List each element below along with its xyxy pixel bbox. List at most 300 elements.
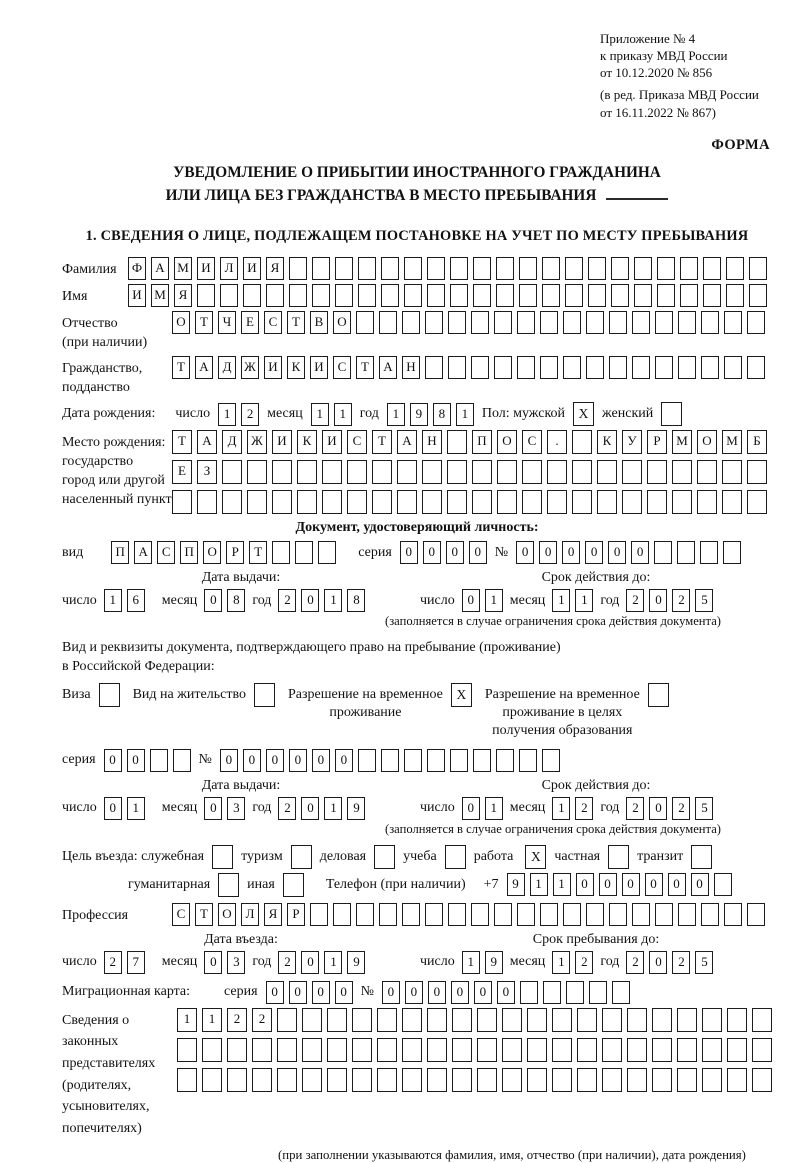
char-cell[interactable]	[517, 356, 535, 379]
char-cell[interactable]: С	[522, 430, 542, 454]
char-cell[interactable]	[252, 1038, 272, 1062]
char-cell[interactable]	[272, 490, 292, 514]
char-cell[interactable]: 9	[485, 951, 503, 974]
char-cell[interactable]: 2	[575, 951, 593, 974]
char-cell[interactable]	[572, 430, 592, 454]
char-cell[interactable]	[422, 460, 442, 484]
char-cell[interactable]	[714, 873, 732, 896]
char-cell[interactable]	[752, 1038, 772, 1062]
char-cell[interactable]	[597, 460, 617, 484]
char-cell[interactable]: О	[497, 430, 517, 454]
char-cell[interactable]	[471, 311, 489, 334]
char-cell[interactable]	[377, 1068, 397, 1092]
char-cell[interactable]	[727, 1038, 747, 1062]
char-cell[interactable]	[404, 284, 422, 307]
char-cell[interactable]: 0	[204, 589, 222, 612]
char-cell[interactable]	[381, 257, 399, 280]
char-cell[interactable]: 0	[301, 797, 319, 820]
char-cell[interactable]	[727, 1008, 747, 1032]
char-cell[interactable]: 1	[202, 1008, 222, 1032]
char-cell[interactable]	[749, 257, 767, 280]
char-cell[interactable]: 1	[552, 951, 570, 974]
char-cell[interactable]: 0	[539, 541, 557, 564]
char-cell[interactable]: И	[128, 284, 146, 307]
char-cell[interactable]	[427, 749, 445, 772]
char-cell[interactable]: Я	[174, 284, 192, 307]
checkbox-work[interactable]: X	[525, 845, 546, 869]
char-cell[interactable]: 0	[645, 873, 663, 896]
char-cell[interactable]	[333, 903, 351, 926]
char-cell[interactable]	[655, 903, 673, 926]
char-cell[interactable]: 1	[575, 589, 593, 612]
char-cell[interactable]	[634, 257, 652, 280]
checkbox-residence-permit[interactable]	[254, 683, 275, 707]
char-cell[interactable]	[527, 1038, 547, 1062]
char-cell[interactable]	[552, 1038, 572, 1062]
char-cell[interactable]	[425, 903, 443, 926]
char-cell[interactable]	[701, 356, 719, 379]
char-cell[interactable]: 0	[462, 589, 480, 612]
char-cell[interactable]: 1	[553, 873, 571, 896]
char-cell[interactable]: 0	[243, 749, 261, 772]
char-cell[interactable]: 0	[289, 749, 307, 772]
checkbox-female[interactable]	[661, 402, 682, 426]
char-cell[interactable]	[472, 490, 492, 514]
char-cell[interactable]	[747, 311, 765, 334]
char-cell[interactable]: Ф	[128, 257, 146, 280]
char-cell[interactable]: П	[472, 430, 492, 454]
char-cell[interactable]: С	[333, 356, 351, 379]
char-cell[interactable]	[677, 1008, 697, 1032]
char-cell[interactable]	[609, 356, 627, 379]
char-cell[interactable]: .	[547, 430, 567, 454]
char-cell[interactable]	[522, 490, 542, 514]
char-cell[interactable]	[312, 284, 330, 307]
char-cell[interactable]: 0	[312, 749, 330, 772]
char-cell[interactable]	[352, 1008, 372, 1032]
char-cell[interactable]: И	[310, 356, 328, 379]
char-cell[interactable]: 1	[485, 589, 503, 612]
char-cell[interactable]	[177, 1068, 197, 1092]
char-cell[interactable]: Л	[241, 903, 259, 926]
char-cell[interactable]	[425, 356, 443, 379]
char-cell[interactable]	[427, 257, 445, 280]
char-cell[interactable]: 2	[626, 797, 644, 820]
char-cell[interactable]: В	[310, 311, 328, 334]
char-cell[interactable]	[402, 903, 420, 926]
char-cell[interactable]: 0	[469, 541, 487, 564]
char-cell[interactable]: Д	[218, 356, 236, 379]
char-cell[interactable]	[586, 311, 604, 334]
char-cell[interactable]	[272, 460, 292, 484]
char-cell[interactable]: 0	[649, 797, 667, 820]
char-cell[interactable]: Б	[747, 430, 767, 454]
char-cell[interactable]: О	[172, 311, 190, 334]
char-cell[interactable]: Т	[287, 311, 305, 334]
char-cell[interactable]	[402, 311, 420, 334]
char-cell[interactable]: О	[203, 541, 221, 564]
char-cell[interactable]: 0	[312, 981, 330, 1004]
char-cell[interactable]: 0	[335, 749, 353, 772]
char-cell[interactable]	[335, 257, 353, 280]
char-cell[interactable]	[632, 903, 650, 926]
char-cell[interactable]	[173, 749, 191, 772]
char-cell[interactable]	[726, 284, 744, 307]
char-cell[interactable]: Т	[372, 430, 392, 454]
checkbox-male[interactable]: X	[573, 402, 594, 426]
char-cell[interactable]	[552, 1068, 572, 1092]
char-cell[interactable]	[752, 1068, 772, 1092]
char-cell[interactable]	[397, 460, 417, 484]
char-cell[interactable]	[724, 903, 742, 926]
char-cell[interactable]	[322, 490, 342, 514]
char-cell[interactable]	[547, 460, 567, 484]
char-cell[interactable]	[477, 1038, 497, 1062]
char-cell[interactable]: 0	[451, 981, 469, 1004]
char-cell[interactable]: 5	[695, 951, 713, 974]
char-cell[interactable]	[318, 541, 336, 564]
char-cell[interactable]: С	[347, 430, 367, 454]
char-cell[interactable]: 0	[446, 541, 464, 564]
char-cell[interactable]	[277, 1008, 297, 1032]
char-cell[interactable]: Е	[241, 311, 259, 334]
checkbox-study[interactable]	[445, 845, 466, 869]
char-cell[interactable]: 2	[672, 797, 690, 820]
char-cell[interactable]	[680, 257, 698, 280]
char-cell[interactable]	[222, 460, 242, 484]
char-cell[interactable]	[404, 257, 422, 280]
char-cell[interactable]	[202, 1038, 222, 1062]
char-cell[interactable]	[381, 284, 399, 307]
char-cell[interactable]: Т	[172, 356, 190, 379]
char-cell[interactable]: А	[197, 430, 217, 454]
checkbox-business[interactable]	[374, 845, 395, 869]
checkbox-transit[interactable]	[691, 845, 712, 869]
char-cell[interactable]	[447, 460, 467, 484]
char-cell[interactable]: 9	[507, 873, 525, 896]
char-cell[interactable]: 0	[608, 541, 626, 564]
checkbox-visa[interactable]	[99, 683, 120, 707]
char-cell[interactable]: Д	[222, 430, 242, 454]
char-cell[interactable]	[327, 1008, 347, 1032]
char-cell[interactable]	[701, 311, 719, 334]
char-cell[interactable]: 5	[695, 589, 713, 612]
char-cell[interactable]	[540, 356, 558, 379]
char-cell[interactable]	[243, 284, 261, 307]
char-cell[interactable]: Т	[195, 311, 213, 334]
char-cell[interactable]: А	[379, 356, 397, 379]
char-cell[interactable]	[471, 903, 489, 926]
char-cell[interactable]	[473, 284, 491, 307]
char-cell[interactable]: 2	[672, 589, 690, 612]
char-cell[interactable]	[577, 1008, 597, 1032]
char-cell[interactable]: 1	[324, 797, 342, 820]
char-cell[interactable]	[722, 460, 742, 484]
char-cell[interactable]: 7	[127, 951, 145, 974]
char-cell[interactable]	[634, 284, 652, 307]
char-cell[interactable]: 2	[672, 951, 690, 974]
char-cell[interactable]: Ж	[247, 430, 267, 454]
char-cell[interactable]	[227, 1068, 247, 1092]
char-cell[interactable]	[425, 311, 443, 334]
char-cell[interactable]: П	[111, 541, 129, 564]
char-cell[interactable]	[358, 284, 376, 307]
char-cell[interactable]	[655, 356, 673, 379]
char-cell[interactable]	[652, 1038, 672, 1062]
char-cell[interactable]	[427, 1068, 447, 1092]
char-cell[interactable]	[552, 1008, 572, 1032]
char-cell[interactable]	[602, 1038, 622, 1062]
char-cell[interactable]: О	[697, 430, 717, 454]
char-cell[interactable]: Е	[172, 460, 192, 484]
char-cell[interactable]	[543, 981, 561, 1004]
char-cell[interactable]	[381, 749, 399, 772]
char-cell[interactable]: 0	[622, 873, 640, 896]
char-cell[interactable]: 0	[691, 873, 709, 896]
char-cell[interactable]: Н	[402, 356, 420, 379]
char-cell[interactable]	[172, 490, 192, 514]
char-cell[interactable]	[519, 749, 537, 772]
char-cell[interactable]: Т	[195, 903, 213, 926]
char-cell[interactable]: 0	[585, 541, 603, 564]
char-cell[interactable]: 0	[335, 981, 353, 1004]
char-cell[interactable]: К	[597, 430, 617, 454]
char-cell[interactable]: 0	[405, 981, 423, 1004]
char-cell[interactable]	[402, 1068, 422, 1092]
char-cell[interactable]	[723, 541, 741, 564]
char-cell[interactable]	[220, 284, 238, 307]
char-cell[interactable]: С	[172, 903, 190, 926]
char-cell[interactable]: Н	[422, 430, 442, 454]
char-cell[interactable]	[724, 311, 742, 334]
char-cell[interactable]	[703, 284, 721, 307]
char-cell[interactable]	[611, 284, 629, 307]
char-cell[interactable]	[352, 1068, 372, 1092]
char-cell[interactable]	[356, 311, 374, 334]
char-cell[interactable]	[312, 257, 330, 280]
char-cell[interactable]	[611, 257, 629, 280]
char-cell[interactable]: С	[157, 541, 175, 564]
char-cell[interactable]	[347, 460, 367, 484]
char-cell[interactable]: 0	[266, 749, 284, 772]
char-cell[interactable]	[302, 1038, 322, 1062]
char-cell[interactable]	[540, 903, 558, 926]
char-cell[interactable]: 0	[104, 749, 122, 772]
char-cell[interactable]	[702, 1068, 722, 1092]
char-cell[interactable]: Р	[287, 903, 305, 926]
char-cell[interactable]	[402, 1008, 422, 1032]
char-cell[interactable]	[588, 257, 606, 280]
char-cell[interactable]	[227, 1038, 247, 1062]
char-cell[interactable]: 0	[428, 981, 446, 1004]
char-cell[interactable]	[502, 1068, 522, 1092]
char-cell[interactable]	[657, 284, 675, 307]
char-cell[interactable]	[497, 490, 517, 514]
char-cell[interactable]	[542, 257, 560, 280]
char-cell[interactable]: 8	[433, 403, 451, 426]
char-cell[interactable]	[540, 311, 558, 334]
char-cell[interactable]: 2	[278, 951, 296, 974]
char-cell[interactable]: 0	[462, 797, 480, 820]
char-cell[interactable]: 2	[227, 1008, 247, 1032]
char-cell[interactable]	[622, 490, 642, 514]
char-cell[interactable]	[727, 1068, 747, 1092]
char-cell[interactable]	[586, 903, 604, 926]
checkbox-other[interactable]	[283, 873, 304, 897]
char-cell[interactable]: Ч	[218, 311, 236, 334]
char-cell[interactable]	[588, 284, 606, 307]
char-cell[interactable]	[494, 356, 512, 379]
char-cell[interactable]: И	[243, 257, 261, 280]
char-cell[interactable]	[347, 490, 367, 514]
checkbox-tourism[interactable]	[291, 845, 312, 869]
char-cell[interactable]	[572, 490, 592, 514]
char-cell[interactable]: Р	[647, 430, 667, 454]
char-cell[interactable]	[197, 284, 215, 307]
char-cell[interactable]	[722, 490, 742, 514]
char-cell[interactable]: М	[151, 284, 169, 307]
char-cell[interactable]: 1	[387, 403, 405, 426]
char-cell[interactable]: Т	[249, 541, 267, 564]
char-cell[interactable]	[542, 749, 560, 772]
char-cell[interactable]	[327, 1038, 347, 1062]
char-cell[interactable]: 1	[530, 873, 548, 896]
char-cell[interactable]: 0	[382, 981, 400, 1004]
char-cell[interactable]	[680, 284, 698, 307]
char-cell[interactable]	[327, 1068, 347, 1092]
char-cell[interactable]: 0	[516, 541, 534, 564]
char-cell[interactable]	[471, 356, 489, 379]
char-cell[interactable]	[289, 257, 307, 280]
char-cell[interactable]: 0	[266, 981, 284, 1004]
char-cell[interactable]: 6	[127, 589, 145, 612]
char-cell[interactable]	[277, 1068, 297, 1092]
char-cell[interactable]: Р	[226, 541, 244, 564]
char-cell[interactable]	[404, 749, 422, 772]
char-cell[interactable]	[747, 356, 765, 379]
char-cell[interactable]: М	[174, 257, 192, 280]
char-cell[interactable]: 1	[324, 589, 342, 612]
char-cell[interactable]	[752, 1008, 772, 1032]
char-cell[interactable]	[677, 1068, 697, 1092]
char-cell[interactable]: Я	[266, 257, 284, 280]
char-cell[interactable]	[372, 490, 392, 514]
char-cell[interactable]	[565, 257, 583, 280]
char-cell[interactable]	[527, 1068, 547, 1092]
char-cell[interactable]: 0	[668, 873, 686, 896]
char-cell[interactable]: 1	[324, 951, 342, 974]
char-cell[interactable]	[473, 749, 491, 772]
char-cell[interactable]	[697, 490, 717, 514]
char-cell[interactable]: И	[272, 430, 292, 454]
char-cell[interactable]	[450, 257, 468, 280]
char-cell[interactable]	[448, 903, 466, 926]
char-cell[interactable]: 2	[252, 1008, 272, 1032]
char-cell[interactable]	[247, 490, 267, 514]
char-cell[interactable]	[496, 284, 514, 307]
char-cell[interactable]: 0	[204, 951, 222, 974]
char-cell[interactable]	[494, 903, 512, 926]
char-cell[interactable]	[427, 1008, 447, 1032]
char-cell[interactable]	[302, 1008, 322, 1032]
char-cell[interactable]	[335, 284, 353, 307]
char-cell[interactable]: 1	[552, 589, 570, 612]
char-cell[interactable]	[702, 1038, 722, 1062]
char-cell[interactable]	[678, 903, 696, 926]
char-cell[interactable]: 0	[423, 541, 441, 564]
char-cell[interactable]: Я	[264, 903, 282, 926]
char-cell[interactable]	[322, 460, 342, 484]
char-cell[interactable]	[749, 284, 767, 307]
char-cell[interactable]	[747, 903, 765, 926]
char-cell[interactable]: 0	[649, 951, 667, 974]
char-cell[interactable]	[527, 1008, 547, 1032]
char-cell[interactable]	[654, 541, 672, 564]
char-cell[interactable]	[657, 257, 675, 280]
char-cell[interactable]	[697, 460, 717, 484]
char-cell[interactable]: 1	[485, 797, 503, 820]
char-cell[interactable]: А	[397, 430, 417, 454]
char-cell[interactable]: И	[197, 257, 215, 280]
checkbox-temp-residence[interactable]: X	[451, 683, 472, 707]
char-cell[interactable]	[566, 981, 584, 1004]
char-cell[interactable]	[494, 311, 512, 334]
char-cell[interactable]: Ж	[241, 356, 259, 379]
char-cell[interactable]	[700, 541, 718, 564]
checkbox-official[interactable]	[212, 845, 233, 869]
char-cell[interactable]	[477, 1068, 497, 1092]
char-cell[interactable]: 0	[649, 589, 667, 612]
char-cell[interactable]: 0	[289, 981, 307, 1004]
char-cell[interactable]	[452, 1038, 472, 1062]
char-cell[interactable]	[602, 1068, 622, 1092]
char-cell[interactable]	[222, 490, 242, 514]
char-cell[interactable]: 0	[599, 873, 617, 896]
char-cell[interactable]	[747, 490, 767, 514]
char-cell[interactable]: Т	[356, 356, 374, 379]
char-cell[interactable]	[519, 284, 537, 307]
char-cell[interactable]	[450, 749, 468, 772]
char-cell[interactable]	[450, 284, 468, 307]
char-cell[interactable]	[647, 490, 667, 514]
char-cell[interactable]	[266, 284, 284, 307]
char-cell[interactable]	[522, 460, 542, 484]
char-cell[interactable]: 0	[474, 981, 492, 1004]
char-cell[interactable]	[379, 311, 397, 334]
char-cell[interactable]	[677, 1038, 697, 1062]
char-cell[interactable]: У	[622, 430, 642, 454]
char-cell[interactable]	[612, 981, 630, 1004]
char-cell[interactable]: 9	[410, 403, 428, 426]
char-cell[interactable]	[572, 460, 592, 484]
char-cell[interactable]: 9	[347, 797, 365, 820]
char-cell[interactable]	[358, 749, 376, 772]
char-cell[interactable]: М	[722, 430, 742, 454]
char-cell[interactable]	[352, 1038, 372, 1062]
char-cell[interactable]	[724, 356, 742, 379]
char-cell[interactable]	[586, 356, 604, 379]
char-cell[interactable]: 0	[204, 797, 222, 820]
char-cell[interactable]	[747, 460, 767, 484]
char-cell[interactable]	[295, 541, 313, 564]
char-cell[interactable]	[652, 1008, 672, 1032]
char-cell[interactable]	[672, 490, 692, 514]
char-cell[interactable]	[297, 490, 317, 514]
char-cell[interactable]: 3	[227, 951, 245, 974]
char-cell[interactable]	[609, 311, 627, 334]
char-cell[interactable]	[627, 1068, 647, 1092]
char-cell[interactable]	[372, 460, 392, 484]
